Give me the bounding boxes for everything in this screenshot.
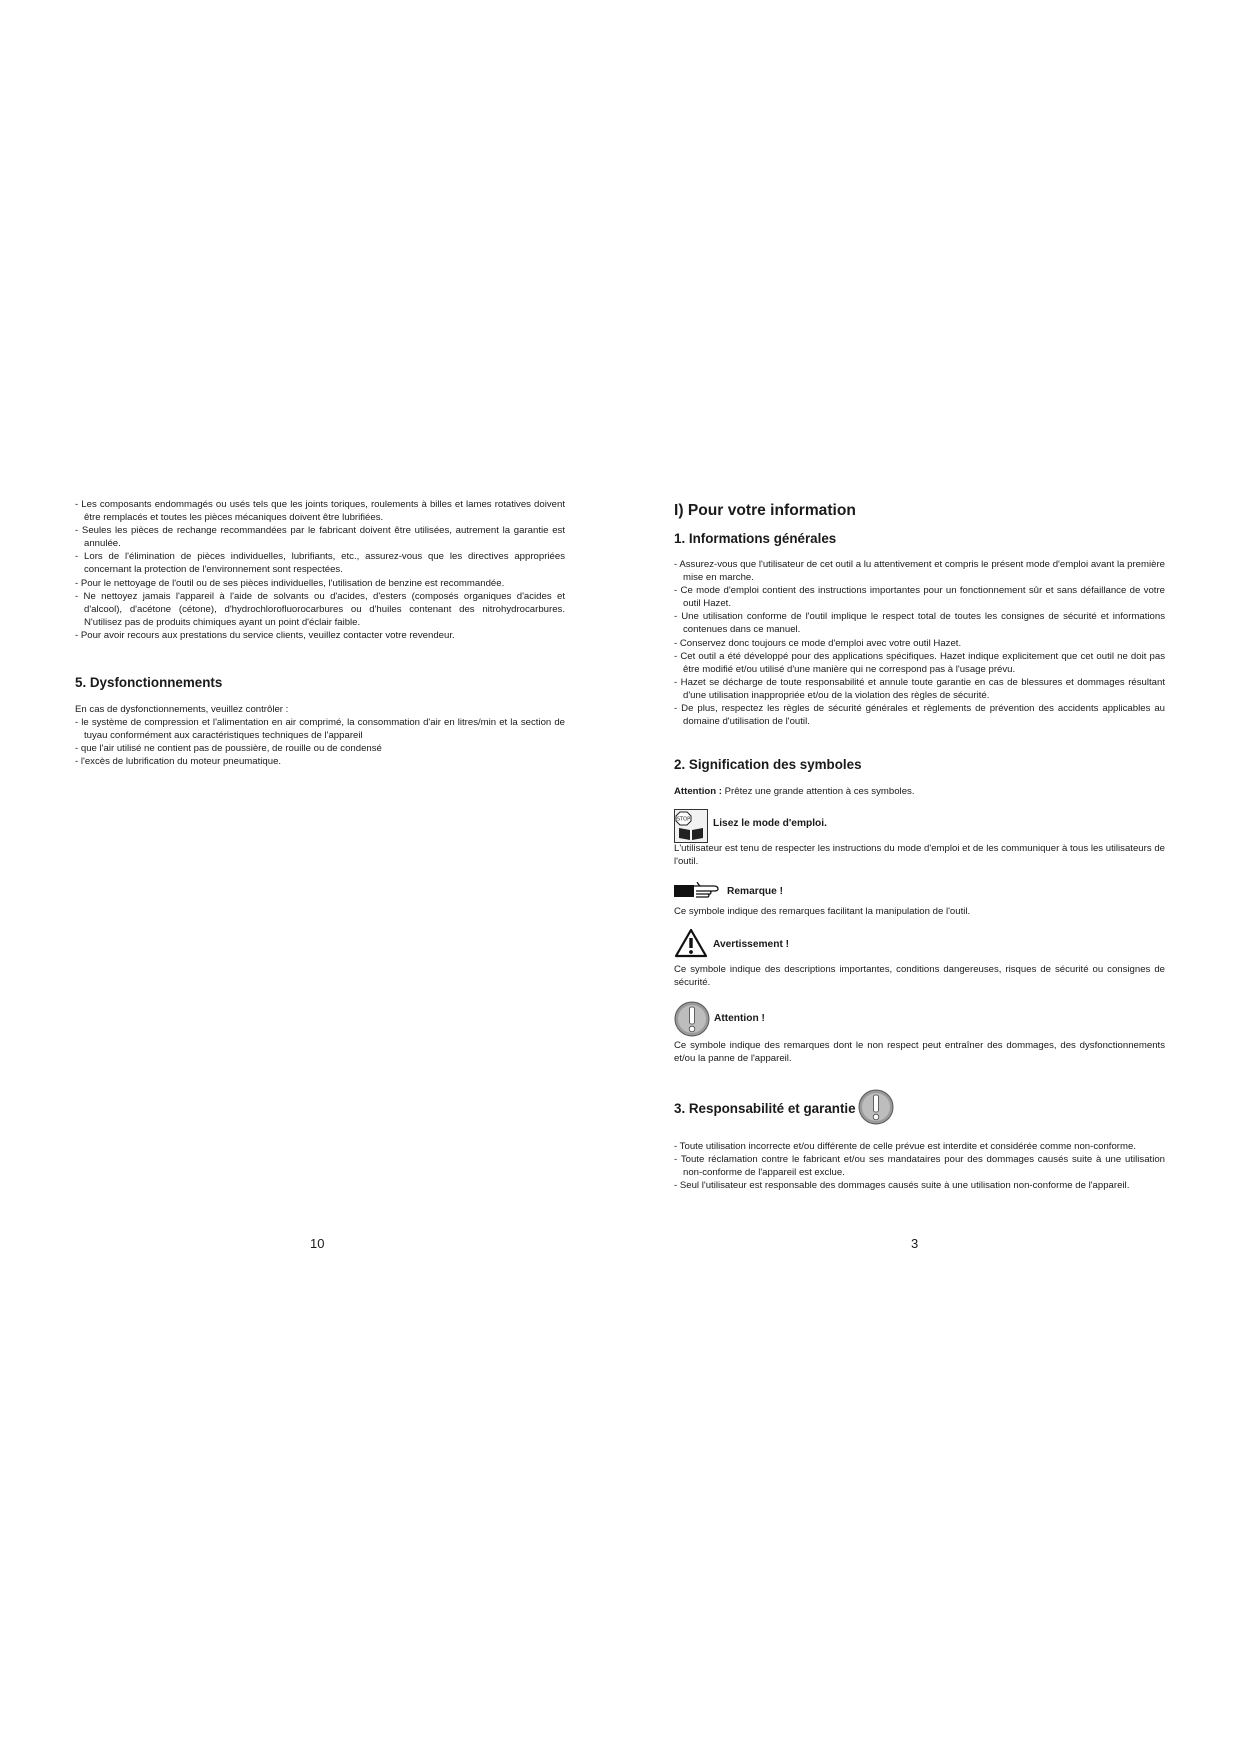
section-lead: En cas de dysfonctionnements, veuillez contrôler :: [75, 704, 289, 715]
symbol-description: Ce symbole indique des remarques facilitant la manipulation de l'outil.: [674, 906, 971, 917]
warning-triangle-icon: [674, 928, 708, 963]
symbol-description: Ce symbole indique des remarques dont le non respect peut entraîner des dommages, des dysfonctionnements et/ou la panne de l'appareil.: [674, 1040, 1165, 1065]
list-item: - Seul l'utilisateur est responsable des dommages causés suite à une utilisation non-conforme de l'appareil.: [674, 1180, 1130, 1192]
symbol-description: L'utilisateur est tenu de respecter les instructions du mode d'emploi et de les communiquer à tous les utilisateurs de l'outil.: [674, 843, 1165, 868]
attention-label: Attention :: [674, 786, 722, 797]
page-title: I) Pour votre information: [674, 502, 856, 519]
list-item: - Seules les pièces de rechange recommandées par le fabricant doivent être utilisées, autrement la garantie est annulée.: [75, 525, 565, 550]
list-item: - Lors de l'élimination de pièces individuelles, lubrifiants, etc., assurez-vous que les directives appropriées concernant la protection de l'environnement sont respectées.: [75, 551, 565, 576]
list-item: - Hazet se décharge de toute responsabilité et annule toute garantie en cas de blessures et dommages résultant d'une utilisation inappropriée et/ou de la violation des règles de sécurité.: [674, 676, 1165, 701]
general-info-list: [674, 558, 1165, 728]
list-item: - Cet outil a été développé pour des applications spécifiques. Hazet indique explicitement que cet outil ne doit pas être modifié et/ou utilisé d'une manière qui ne correspond pas à l'usage prévu.: [674, 650, 1165, 675]
page-number: 10: [310, 1236, 325, 1251]
malfunction-list: [75, 716, 565, 768]
symbols-intro: [674, 785, 1165, 798]
symbol-label: Lisez le mode d'emploi.: [713, 818, 827, 829]
list-item: - Pour avoir recours aux prestations du service clients, veuillez contacter votre revendeur.: [75, 629, 455, 641]
list-item: - Ce mode d'emploi contient des instructions importantes pour un fonctionnement sûr et sans défaillance de votre outil Hazet.: [674, 585, 1165, 610]
list-item: - Conservez donc toujours ce mode d'emploi avec votre outil Hazet.: [674, 637, 962, 649]
symbol-description: Ce symbole indique des descriptions importantes, conditions dangereuses, risques de sécurité ou consignes de sécurité.: [674, 964, 1165, 989]
list-item: - l'excès de lubrification du moteur pneumatique.: [75, 756, 282, 768]
section-heading-responsabilite: 3. Responsabilité et garantie: [674, 1101, 856, 1116]
list-item: - Ne nettoyez jamais l'appareil à l'aide de solvants ou d'acides, d'esters (composés organiques d'acides et d'alcool), d'acétone (cétone), d'hydrochlorofluorocarbures ou d'huiles contenant des nitrohydrocarbures. N'utilisez pas de produits chimiques ayant un point d'éclair faible.: [75, 590, 565, 628]
page-number: 3: [911, 1236, 919, 1251]
section-heading-dysfonctionnements: 5. Dysfonctionnements: [75, 675, 223, 690]
list-item: - Une utilisation conforme de l'outil implique le respect total de toutes les consignes de sécurité et informations contenues dans ce manuel.: [674, 611, 1165, 636]
section-heading-informations: 1. Informations générales: [674, 531, 837, 546]
list-item: - que l'air utilisé ne contient pas de poussière, de rouille ou de condensé: [75, 743, 382, 755]
svg-text:STOP: STOP: [676, 816, 691, 823]
list-item: - Les composants endommagés ou usés tels que les joints toriques, roulements à billes et lames rotatives doivent être remplacés et toutes les pièces mécaniques doivent être lubrifiées.: [75, 499, 565, 524]
list-item: - Toute utilisation incorrecte et/ou différente de celle prévue est interdite et considérée comme non-conforme.: [674, 1141, 1136, 1152]
attention-text: Prêtez une grande attention à ces symboles.: [721, 786, 915, 797]
list-item: - Toute réclamation contre le fabricant et/ou ses mandataires pour des dommages causés suite à une utilisation non-conforme de l'appareil est exclue.: [674, 1154, 1165, 1179]
liability-list: [674, 1140, 1165, 1192]
symbol-label: Attention !: [714, 1013, 765, 1024]
pointing-hand-icon: [674, 882, 722, 905]
list-item: - Pour le nettoyage de l'outil ou de ses pièces individuelles, l'utilisation de benzine est recommandée.: [75, 577, 505, 589]
exclamation-circle-icon: [858, 1089, 894, 1130]
symbol-label: Avertissement !: [713, 939, 790, 950]
symbol-label: Remarque !: [727, 886, 784, 897]
exclamation-circle-icon: [674, 1001, 710, 1042]
list-item: - Assurez-vous que l'utilisateur de cet outil a lu attentivement et compris le présent mode d'emploi avant la première mise en marche.: [674, 559, 1165, 584]
list-item: - De plus, respectez les règles de sécurité générales et règlements de prévention des accidents applicables au domaine d'utilisation de l'outil.: [674, 703, 1165, 728]
list-item: - le système de compression et l'alimentation en air comprimé, la consommation d'air en litres/min et la section de tuyau conformément aux caractéristiques techniques de l'appareil: [75, 717, 565, 742]
section-heading-symboles: 2. Signification des symboles: [674, 757, 862, 772]
maintenance-list: [75, 498, 565, 642]
